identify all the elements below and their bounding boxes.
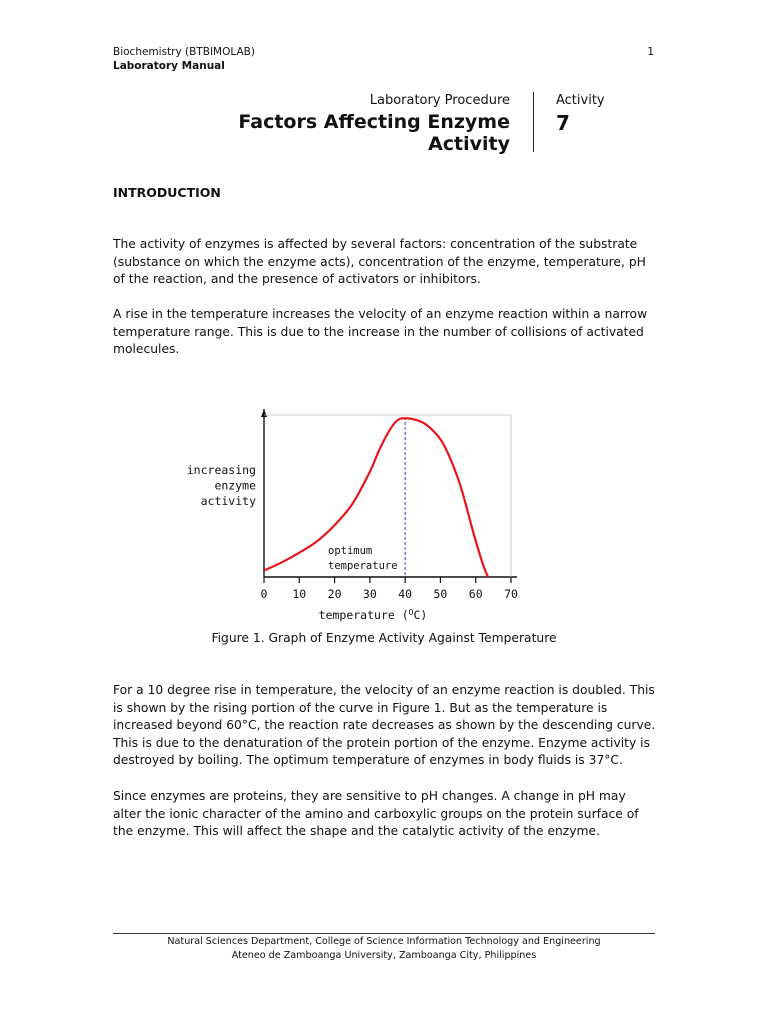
xlabel-end: C) [413, 608, 428, 622]
section-heading: INTRODUCTION [113, 185, 221, 200]
x-tick-label: 10 [292, 587, 307, 601]
activity-label: Activity [556, 93, 605, 108]
footer-rule [113, 933, 655, 934]
page-number: 1 [647, 46, 654, 58]
x-tick-label: 50 [433, 587, 448, 601]
chart-ylabel [187, 463, 256, 508]
ylabel-line: increasing [186, 463, 256, 477]
annotation-line: optimum [328, 545, 373, 557]
enzyme-temperature-chart [180, 405, 530, 627]
page-title: Factors Affecting Enzyme Activity [238, 111, 510, 155]
footer-university: Ateneo de Zamboanga University, Zamboanga City, Philippines [231, 950, 537, 961]
x-tick-label: 60 [468, 587, 483, 601]
ylabel-line: enzyme [214, 478, 256, 493]
x-tick-label: 20 [327, 587, 342, 601]
xlabel-main: temperature ( [318, 608, 409, 622]
paragraph-2: A rise in the temperature increases the velocity of an enzyme reaction within a narrow temperature range. This is due to the increase in the number of collisions of activated molecules. [113, 307, 648, 357]
xlabel-unit: O [408, 608, 414, 617]
figure-caption: Figure 1. Graph of Enzyme Activity Against Temperature [211, 631, 557, 645]
x-tick-label: 40 [398, 587, 413, 601]
y-axis-arrow [261, 409, 267, 417]
chart-annotation [328, 545, 398, 572]
chart-xlabel [319, 608, 428, 622]
procedure-label: Laboratory Procedure [369, 93, 510, 108]
footer-department: Natural Sciences Department, College of Science Information Technology and Engineering [167, 936, 601, 947]
paragraph-3: For a 10 degree rise in temperature, the velocity of an enzyme reaction is doubled. This is shown by the rising portion of the curve in Figure 1. But as the temperature is increased beyond 60°C, the reaction rate decreases as shown by the descending curve. This is due to the denaturation of the protein portion of the enzyme. Enzyme activity is destroyed by boiling. The optimum temperature of enzymes in body fluids is 37°C. [113, 683, 656, 768]
x-tick-label: 70 [504, 587, 518, 601]
activity-curve [264, 418, 488, 577]
x-tick-label: 30 [362, 587, 377, 601]
chart-ticks [261, 577, 518, 601]
activity-number: 7 [556, 111, 570, 135]
paragraph-4: Since enzymes are proteins, they are sensitive to pH changes. A change in pH may alter the ionic character of the amino and carboxylic groups on the protein surface of the enzyme. This will affect the shape and the catalytic activity of the enzyme. [113, 789, 639, 839]
ylabel-line: activity [200, 494, 256, 508]
paragraph-1: The activity of enzymes is affected by several factors: concentration of the substrate (substance on which the enzyme acts), concentration of the enzyme, temperature, pH of the reaction, and the presence of activators or inhibitors. [113, 237, 646, 287]
header-manual-title: Laboratory Manual [113, 60, 225, 72]
title-divider [533, 92, 534, 152]
x-tick-label: 0 [260, 587, 268, 601]
chart-series [264, 417, 488, 577]
header-course: Biochemistry (BTBIMOLAB) [113, 46, 255, 58]
annotation-line: temperature [328, 560, 398, 572]
